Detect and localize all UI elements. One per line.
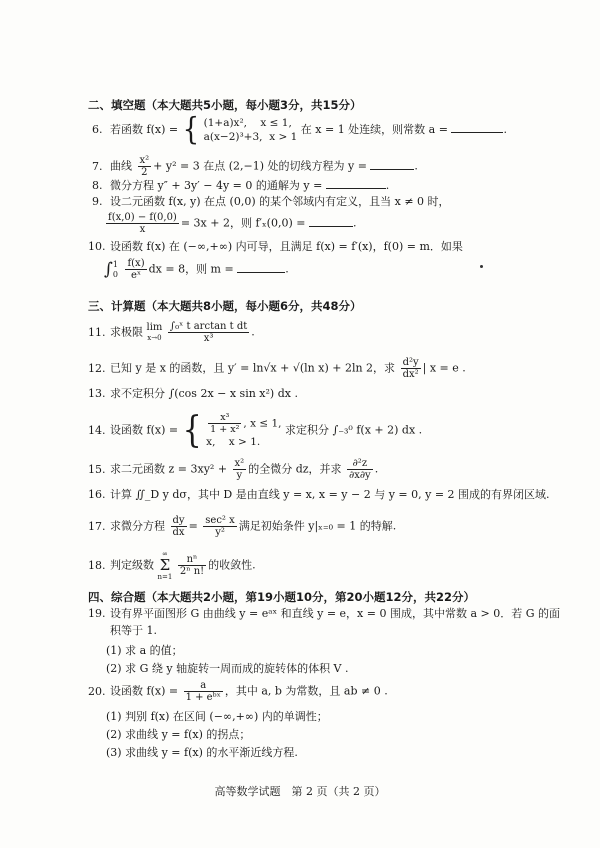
fraction: $\frac{\text{x³}}{\text{1 + x²}}$ [210, 412, 240, 435]
answer-blank [451, 122, 503, 133]
question-number: 8. [92, 179, 103, 192]
question-number: 6. [92, 123, 103, 136]
question-number: 16. [88, 488, 106, 501]
q7-tail: + y² = 3 在点 (2,−1) 处的切线方程为 y = [153, 159, 367, 173]
question-number: 14. [88, 423, 106, 437]
q14-cases [206, 412, 281, 449]
q8-text: 微分方程 y″ + 3y′ − 4y = 0 的通解为 y = [110, 179, 323, 192]
question-6: 6. 若函数 f(x) = { (1+a)x², x ≤ 1, a(x−2)³+3, x > 1 在 x = 1 处连续，则常数 a = . [92, 112, 507, 148]
fraction: $\frac{dy}{dx}$ [172, 515, 185, 538]
question-number: 10. [88, 240, 106, 253]
fraction: $\frac{f(x)}{\text{eˣ}}$ [127, 258, 145, 281]
question-number: 12. [88, 361, 106, 375]
q17-lead: 求微分方程 [110, 519, 165, 533]
q20-sub3: (3) 求曲线 y = f(x) 的水平渐近线方程. [106, 746, 298, 759]
q13-text: 求不定积分 ∫(cos 2x − x sin x²) dx . [110, 387, 298, 400]
answer-blank [370, 159, 414, 170]
question-10-line2: ∫ 1 0 $\frac{f(x)}{\text{eˣ}}$ dx = 8，则 m = . [104, 258, 289, 281]
brace-glyph: { [182, 112, 200, 148]
fraction: $\frac{\text{∫₀ˣ t arctan t dt}}{\text{x³}}$ [169, 321, 248, 344]
q20-sub1: (1) 判别 f(x) 在区间 (−∞,+∞) 内的单调性； [106, 710, 328, 723]
q6-case1-expr: (1+a)x², [203, 117, 248, 129]
q19-sub2: (2) 求 G 绕 y 轴旋转一周而成的旋转体的体积 V . [106, 662, 349, 675]
q14-case1-cond: , x ≤ 1, [243, 417, 282, 430]
section-fill-in-title: 二、填空题（本大题共5小题，每小题3分，共15分） [88, 98, 362, 112]
fraction: $\frac{a}{\text{1 + eᵇˣ}}$ [185, 680, 221, 703]
integral-limits: 1 0 [112, 259, 118, 279]
fraction: $\frac{\text{nⁿ}}{\text{2ⁿ n!}}$ [179, 554, 205, 577]
question-number: 19. [88, 607, 106, 620]
question-number: 15. [88, 462, 106, 476]
question-number: 13. [88, 387, 106, 400]
question-11 [88, 321, 255, 344]
limit-operator: lim x→0 [146, 321, 163, 342]
q19-line1: 设有界平面图形 G 由曲线 y = eᵃˣ 和直线 y = e，x = 0 围成，其中常数 a > 0．若 G 的面 [110, 607, 560, 620]
summation-operator: ∞ Σ n=1 [157, 550, 173, 581]
question-18 [88, 550, 256, 581]
q6-case2-cond: x > 1 [269, 131, 298, 143]
q19-sub1: (1) 求 a 的值； [106, 644, 183, 657]
answer-blank [237, 262, 285, 273]
answer-blank [309, 216, 353, 227]
fraction: $\frac{\text{d²y}}{\text{dx²}}$ [402, 357, 419, 380]
fraction: $\frac{\text{x²}}{y}$ [234, 458, 245, 481]
q7-lead: 曲线 [110, 159, 132, 173]
question-number: 11. [88, 325, 106, 339]
section-calculation-title: 三、计算题（本大题共8小题，每小题6分，共48分） [88, 299, 362, 313]
q10-tail: dx = 8，则 m = [148, 262, 234, 276]
q15-lead: 求二元函数 z = 3xy² + [110, 462, 228, 476]
question-12 [88, 357, 466, 380]
question-19 [88, 607, 560, 621]
q15-mid: 的全微分 dz，并求 [248, 462, 342, 476]
q11-tail: . [251, 325, 255, 339]
q14-case2-expr: x, [206, 436, 216, 448]
q18-lead: 判定级数 [110, 558, 154, 572]
q14-tail: 求定积分 ∫₋₃⁰ f(x + 2) dx . [284, 423, 423, 437]
q6-cases [204, 116, 298, 144]
q16-text: 计算 ∬_D y dσ，其中 D 是由直线 y = x, x = y − 2 与 y = 0, y = 2 围成的有界闭区域. [110, 488, 550, 501]
scan-speck [480, 265, 483, 268]
q9-line1: 设二元函数 f(x, y) 在点 (0,0) 的某个邻域内有定义，且当 x ≠ 0 时， [110, 195, 450, 208]
question-number: 7. [92, 159, 103, 173]
fraction: $\frac{\text{∂²z}}{\partial x\partial y}$ [349, 458, 371, 481]
fraction: $\frac{f(x,0) - f(0,0)}{x}$ [108, 212, 177, 235]
question-13 [88, 387, 298, 401]
brace-glyph: { [182, 408, 202, 451]
question-number: 18. [88, 558, 106, 572]
q17-tail: 满足初始条件 y|ₓ₌₀ = 1 的特解. [238, 519, 397, 533]
question-16 [88, 488, 550, 502]
question-9-line2: $\frac{f(x,0) - f(0,0)}{x}$ = 3x + 2，则 f′ₓ(0,0) = . [108, 212, 357, 235]
question-number: 9. [92, 195, 103, 208]
q12-text: 已知 y 是 x 的函数，且 y′ = ln√x + √(ln x) + 2ln 2，求 [110, 361, 396, 375]
fraction: $\frac{\text{x²}}{2}$ [139, 155, 150, 178]
page-footer: 高等数学试题 第 2 页（共 2 页） [214, 785, 386, 798]
q10-line1: 设函数 f(x) 在 (−∞,+∞) 内可导，且满足 f(x) = f′(x)，f(0) = m．如果 [110, 240, 463, 253]
question-8: 8. 微分方程 y″ + 3y′ − 4y = 0 的通解为 y = . [92, 179, 390, 192]
question-number: 20. [88, 684, 106, 698]
q6-case1-cond: x ≤ 1, [260, 117, 292, 129]
q12-tail: | x = e . [422, 361, 466, 375]
question-17 [88, 515, 396, 538]
q20-tail: ，其中 a, b 为常数，且 ab ≠ 0 . [224, 684, 388, 698]
question-9 [92, 195, 450, 209]
q6-lead: 若函数 f(x) = [110, 123, 179, 136]
q20-sub2: (2) 求曲线 y = f(x) 的拐点； [106, 728, 251, 741]
q11-lead: 求极限 [110, 325, 143, 339]
q14-case2-cond: x > 1. [228, 436, 261, 448]
fraction: $\frac{\text{sec² x}}{\text{y²}}$ [205, 515, 235, 538]
q20-lead: 设函数 f(x) = [110, 684, 179, 698]
question-number: 17. [88, 519, 106, 533]
q6-tail: 在 x = 1 处连续，则常数 a = [300, 123, 448, 136]
question-14 [88, 408, 423, 451]
q6-case2-expr: a(x−2)³+3, [203, 131, 263, 143]
q9-tail: = 3x + 2，则 f′ₓ(0,0) = [180, 216, 306, 230]
integral-sign: ∫ [104, 259, 113, 280]
question-15 [88, 458, 378, 481]
question-7: 7. 曲线 $\frac{\text{x²}}{2}$ + y² = 3 在点 (2,−1) 处的切线方程为 y = . [92, 155, 418, 178]
equals-sign: = [188, 519, 198, 533]
q18-tail: 的收敛性. [208, 558, 256, 572]
question-10 [88, 240, 463, 254]
q15-tail: . [374, 462, 379, 476]
answer-blank [326, 178, 386, 189]
q14-lead: 设函数 f(x) = [110, 423, 179, 437]
question-20 [88, 680, 388, 703]
section-comprehensive-title: 四、综合题（本大题共2小题，第19小题10分，第20小题12分，共22分） [88, 590, 476, 604]
q19-line2: 积等于 1. [110, 624, 157, 637]
